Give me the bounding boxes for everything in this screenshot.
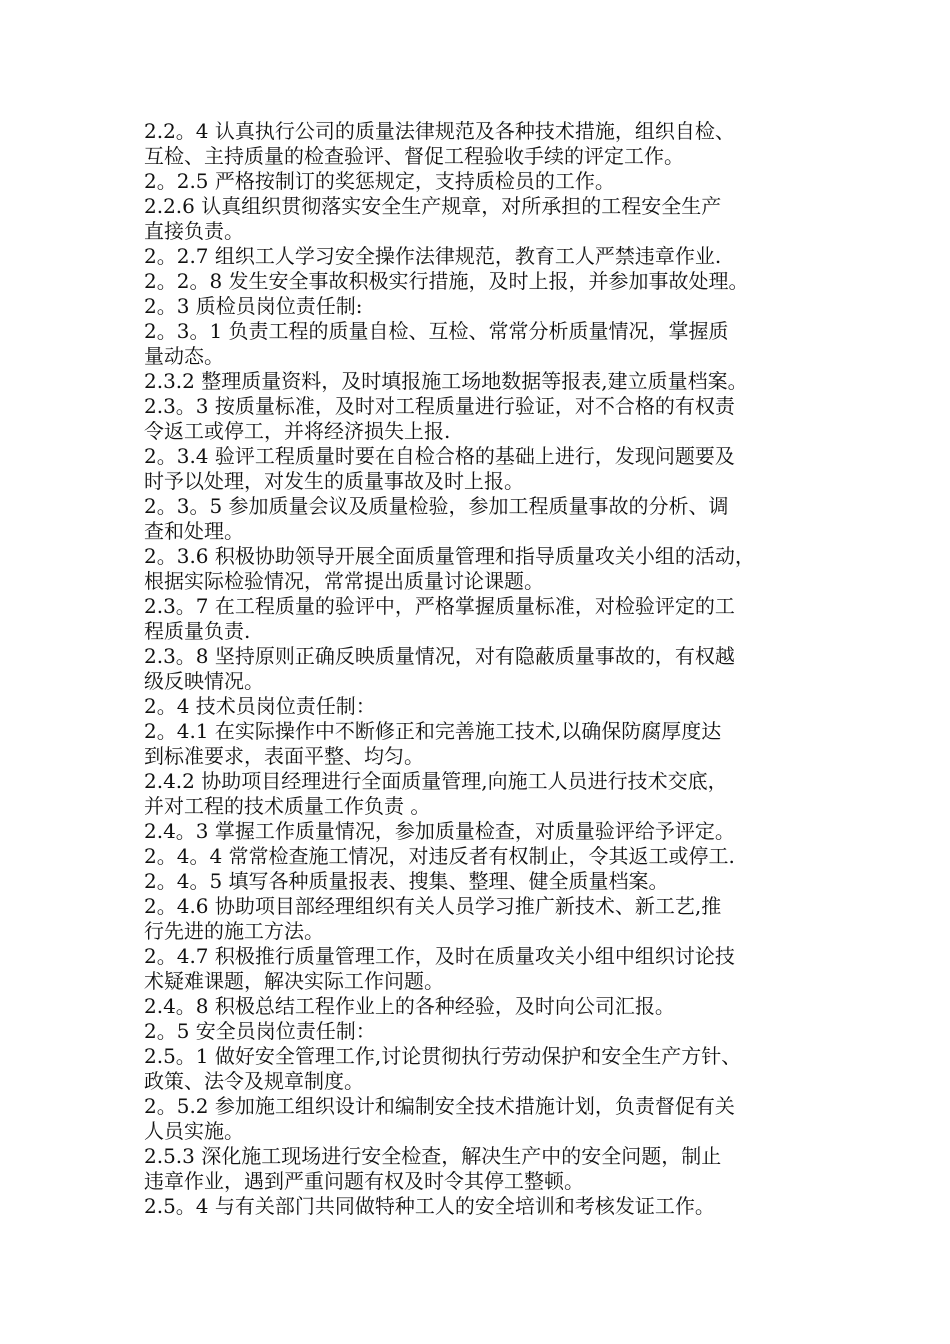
text-line: 2。2.5 严格按制订的奖惩规定，支持质检员的工作。	[144, 169, 615, 193]
text-line: 违章作业，遇到严重问题有权及时令其停工整顿。	[144, 1169, 584, 1193]
text-line: 并对工程的技术质量工作负责 。	[144, 794, 431, 818]
text-line: 2。4。4 常常检查施工情况，对违反者有权制止，令其返工或停工.	[144, 844, 735, 868]
text-line: 2.3.2 整理质量资料，及时填报施工场地数据等报表,建立质量档案。	[144, 369, 748, 393]
text-line: 2.4.2 协助项目经理进行全面质量管理,向施工人员进行技术交底，	[144, 769, 728, 793]
text-line: 根据实际检验情况，常常提出质量讨论课题。	[144, 569, 544, 593]
text-line: 2。3.4 验评工程质量时要在自检合格的基础上进行，发现问题要及	[144, 444, 735, 468]
text-line: 时予以处理，对发生的质量事故及时上报。	[144, 469, 524, 493]
text-line: 2。4。5 填写各种质量报表、搜集、整理、健全质量档案。	[144, 869, 669, 893]
text-line: 2。2。8 发生安全事故积极实行措施，及时上报，并参加事故处理。	[144, 269, 749, 293]
text-line: 2。2.7 组织工人学习安全操作法律规范，教育工人严禁违章作业.	[144, 244, 722, 268]
text-line: 量动态。	[144, 344, 224, 368]
text-line: 2。3.6 积极协助领导开展全面质量管理和指导质量攻关小组的活动，	[144, 544, 755, 568]
text-line: 术疑难课题，解决实际工作问题。	[144, 969, 444, 993]
text-line: 政策、法令及规章制度。	[144, 1069, 364, 1093]
text-line: 2.2。4 认真执行公司的质量法律规范及各种技术措施，组织自检、	[144, 119, 735, 143]
text-line: 2.4。3 掌握工作质量情况，参加质量检查，对质量验评给予评定。	[144, 819, 735, 843]
document-body	[144, 119, 844, 1219]
text-line: 令返工或停工，并将经济损失上报.	[144, 419, 451, 443]
text-line: 2。3。1 负责工程的质量自检、互检、常常分析质量情况，掌握质	[144, 319, 729, 343]
text-line: 2。5 安全员岗位责任制：	[144, 1019, 376, 1043]
text-line: 2.5。1 做好安全管理工作,讨论贯彻执行劳动保护和安全生产方针、	[144, 1044, 742, 1068]
text-line: 行先进的施工方法。	[144, 919, 324, 943]
text-line: 人员实施。	[144, 1119, 244, 1143]
text-line: 程质量负责.	[144, 619, 251, 643]
text-line: 直接负责。	[144, 219, 244, 243]
text-line: 2.2.6 认真组织贯彻落实安全生产规章，对所承担的工程安全生产	[144, 194, 722, 218]
text-line: 2.4。8 积极总结工程作业上的各种经验，及时向公司汇报。	[144, 994, 675, 1018]
text-line: 查和处理。	[144, 519, 244, 543]
text-line: 2.5.3 深化施工现场进行安全检查，解决生产中的安全问题，制止	[144, 1144, 722, 1168]
text-line: 2。3。5 参加质量会议及质量检验，参加工程质量事故的分析、调	[144, 494, 729, 518]
text-line: 2.5。4 与有关部门共同做特种工人的安全培训和考核发证工作。	[144, 1194, 715, 1218]
text-line: 2.3。7 在工程质量的验评中，严格掌握质量标准，对检验评定的工	[144, 594, 735, 618]
text-line: 2。3 质检员岗位责任制:	[144, 294, 363, 318]
text-line: 2.3。8 坚持原则正确反映质量情况，对有隐蔽质量事故的，有权越	[144, 644, 735, 668]
text-line: 2。5.2 参加施工组织设计和编制安全技术措施计划，负责督促有关	[144, 1094, 735, 1118]
text-line: 2。4.7 积极推行质量管理工作，及时在质量攻关小组中组织讨论技	[144, 944, 735, 968]
text-line: 2。4.1 在实际操作中不断修正和完善施工技术,以确保防腐厚度达	[144, 719, 722, 743]
text-line: 2.3。3 按质量标准，及时对工程质量进行验证，对不合格的有权责	[144, 394, 735, 418]
text-line: 互检、主持质量的检查验评、督促工程验收手续的评定工作。	[144, 144, 684, 168]
text-line: 级反映情况。	[144, 669, 264, 693]
text-line: 到标准要求，表面平整、均匀。	[144, 744, 424, 768]
text-line: 2。4.6 协助项目部经理组织有关人员学习推广新技术、新工艺,推	[144, 894, 722, 918]
text-line: 2。4 技术员岗位责任制：	[144, 694, 376, 718]
